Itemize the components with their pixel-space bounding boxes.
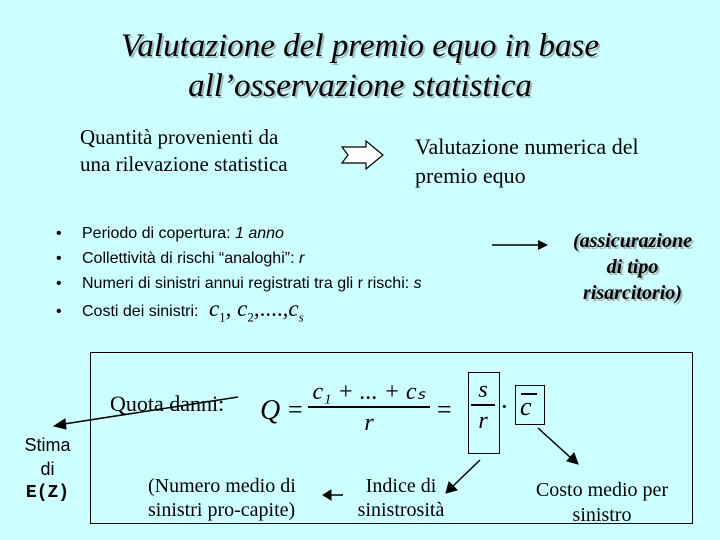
flow-source-text: Quantità provenienti da una rilevazione statistica (80, 125, 288, 176)
arrow-to-costo (538, 428, 571, 458)
arrow-to-stima (64, 397, 238, 424)
arrow-to-indice (452, 460, 480, 487)
title-line-2: all’osservazione statistica (188, 68, 532, 104)
title-line-1: Valutazione del premio equo in base (120, 28, 600, 64)
fraction-denominator: r (364, 410, 374, 436)
numero-caption: (Numero medio di sinistri pro-capite) (148, 475, 296, 521)
fraction2-denominator: r (478, 407, 488, 434)
fraction2-numerator: s (478, 377, 488, 403)
quota-label: Quota danni: (110, 391, 225, 416)
costo-caption: Costo medio per sinistro (535, 479, 669, 526)
formula-equals-2: = (437, 395, 452, 424)
bullet-item: • Costi dei sinistri: $c_1$, $c_2,....,c_s$ (56, 296, 304, 325)
formula-dot: · (500, 392, 509, 421)
arrow-to-costo-head (567, 453, 578, 464)
cost-formula: $c_1$, $c_2,....,c_s$ (208, 296, 304, 325)
stima-label: Stima di E(Z) (24, 435, 71, 503)
flow-result-text: Valutazione numerica del premio equo (415, 134, 639, 188)
bullet-item: • Numeri di sinistri annui registrati tra gli r rischi: s (56, 275, 422, 292)
arrow-to-stima-head (54, 419, 66, 429)
bullet-item: • Collettività di rischi “analoghi”: r (56, 250, 305, 267)
fraction-numerator: c₁ + ... + cₛ (312, 379, 426, 405)
formula-cbar: c (520, 392, 532, 421)
side-note: (assicurazione di tipo risarcitorio) (573, 230, 692, 304)
formula-equals-1: = (288, 395, 303, 424)
indice-caption: Indice di sinistrosità (357, 475, 445, 521)
bullet-item: • Periodo di copertura: 1 anno (56, 225, 284, 242)
arrow-to-numero-head (323, 490, 331, 500)
formula-Q: Q (260, 395, 281, 426)
